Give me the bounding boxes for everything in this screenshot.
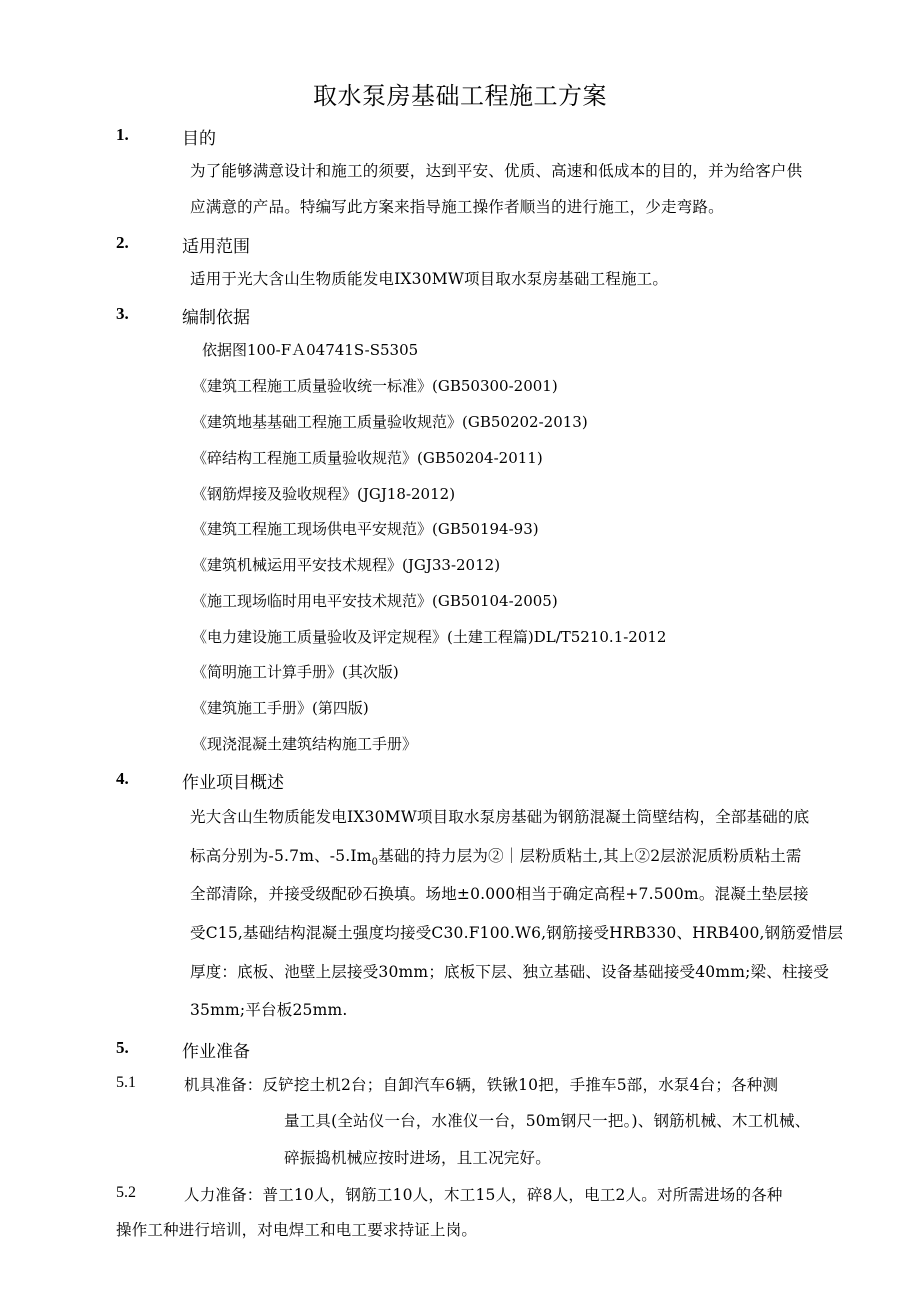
section-number: 2. xyxy=(116,233,129,252)
paragraph-line: 35mm;平台板25mm. xyxy=(190,1001,348,1019)
reference-item: 《建筑机械运用平安技术规程》(JGJ33-2012) xyxy=(192,556,501,574)
paragraph-line: 厚度：底板、池壁上层接受30mm；底板下层、独立基础、设备基础接受40mm;梁、柱接受 xyxy=(190,963,830,981)
paragraph-line: 适用于光大含山生物质能发电IX30MW项目取水泵房基础工程施工。 xyxy=(190,270,669,288)
paragraph-line: 操作工种进行培训，对电焊工和电工要求持证上岗。 xyxy=(116,1221,478,1239)
section-heading: 目的 xyxy=(182,129,216,149)
document-title: 取水泵房基础工程施工方案 xyxy=(313,82,607,110)
text-fragment: 基础的持力层为②｜层粉质粘土,其上②2层淤泥质粉质粘土需 xyxy=(378,847,802,865)
section-number: 4. xyxy=(116,769,129,788)
reference-item: 《建筑地基基础工程施工质量验收规范》(GB50202-2013) xyxy=(192,413,588,431)
section-number: 3. xyxy=(116,304,129,323)
paragraph-line xyxy=(190,845,802,874)
reference-item: 《钢筋焊接及验收规程》(JGJ18-2012) xyxy=(192,485,456,503)
paragraph-line: 光大含山生物质能发电IX30MW项目取水泵房基础为钢筋混凝土筒壁结构，全部基础的底 xyxy=(190,808,810,826)
reference-item: 《简明施工计算手册》(其次版) xyxy=(192,663,399,681)
section-number: 1. xyxy=(116,125,129,144)
text-fragment: 标高分别为-5.7m、-5.Im xyxy=(190,847,372,865)
paragraph-line: 碎振捣机械应按时进场，且工况完好。 xyxy=(284,1149,551,1167)
paragraph-line: 人力准备：普工10人，钢筋工10人，木工15人，碎8人，电工2人。对所需进场的各种 xyxy=(184,1186,783,1204)
paragraph-line: 量工具(全站仪一台，水准仪一台，50m钢尺一把。)、钢筋机械、木工机械、 xyxy=(284,1112,811,1130)
subscript: 0 xyxy=(371,857,379,869)
section-heading: 作业项目概述 xyxy=(182,773,284,793)
reference-item: 《建筑工程施工现场供电平安规范》(GB50194-93) xyxy=(192,520,539,538)
paragraph-line: 为了能够满意设计和施工的须要，达到平安、优质、高速和低成本的目的，并为给客户供 xyxy=(190,162,803,180)
section-heading: 编制依据 xyxy=(182,308,250,328)
reference-item: 《建筑施工手册》(第四版) xyxy=(192,699,369,717)
subsection-number: 5.2 xyxy=(116,1184,136,1201)
subsection-number: 5.1 xyxy=(116,1074,136,1091)
paragraph-line: 全部清除，并接受级配砂石换填。场地±0.000相当于确定高程+7.500m。混凝土垫层接 xyxy=(190,885,809,903)
reference-item: 依据图100-FＡ04741S-S5305 xyxy=(202,341,419,359)
section-number: 5. xyxy=(116,1038,129,1057)
reference-item: 《电力建设施工质量验收及评定规程》(土建工程篇)DL/T5210.1-2012 xyxy=(192,628,667,646)
section-heading: 适用范围 xyxy=(182,237,250,257)
reference-item: 《碎结构工程施工质量验收规范》(GB50204-2011) xyxy=(192,449,543,467)
section-heading: 作业准备 xyxy=(182,1042,250,1062)
paragraph-line: 机具准备：反铲挖土机2台；自卸汽车6辆，铁锹10把，手推车5部，水泵4台；各种测 xyxy=(184,1076,779,1094)
reference-item: 《现浇混凝土建筑结构施工手册》 xyxy=(192,735,418,753)
reference-item: 《施工现场临时用电平安技术规范》(GB50104-2005) xyxy=(192,592,558,610)
reference-item: 《建筑工程施工质量验收统一标准》(GB50300-2001) xyxy=(192,377,558,395)
paragraph-line: 应满意的产品。特编写此方案来指导施工操作者顺当的进行施工，少走弯路。 xyxy=(190,198,724,216)
paragraph-line: 受C15,基础结构混凝土强度均接受C30.F100.W6,钢筋接受HRB330、HRB400,钢筋爱惜层 xyxy=(190,924,844,942)
